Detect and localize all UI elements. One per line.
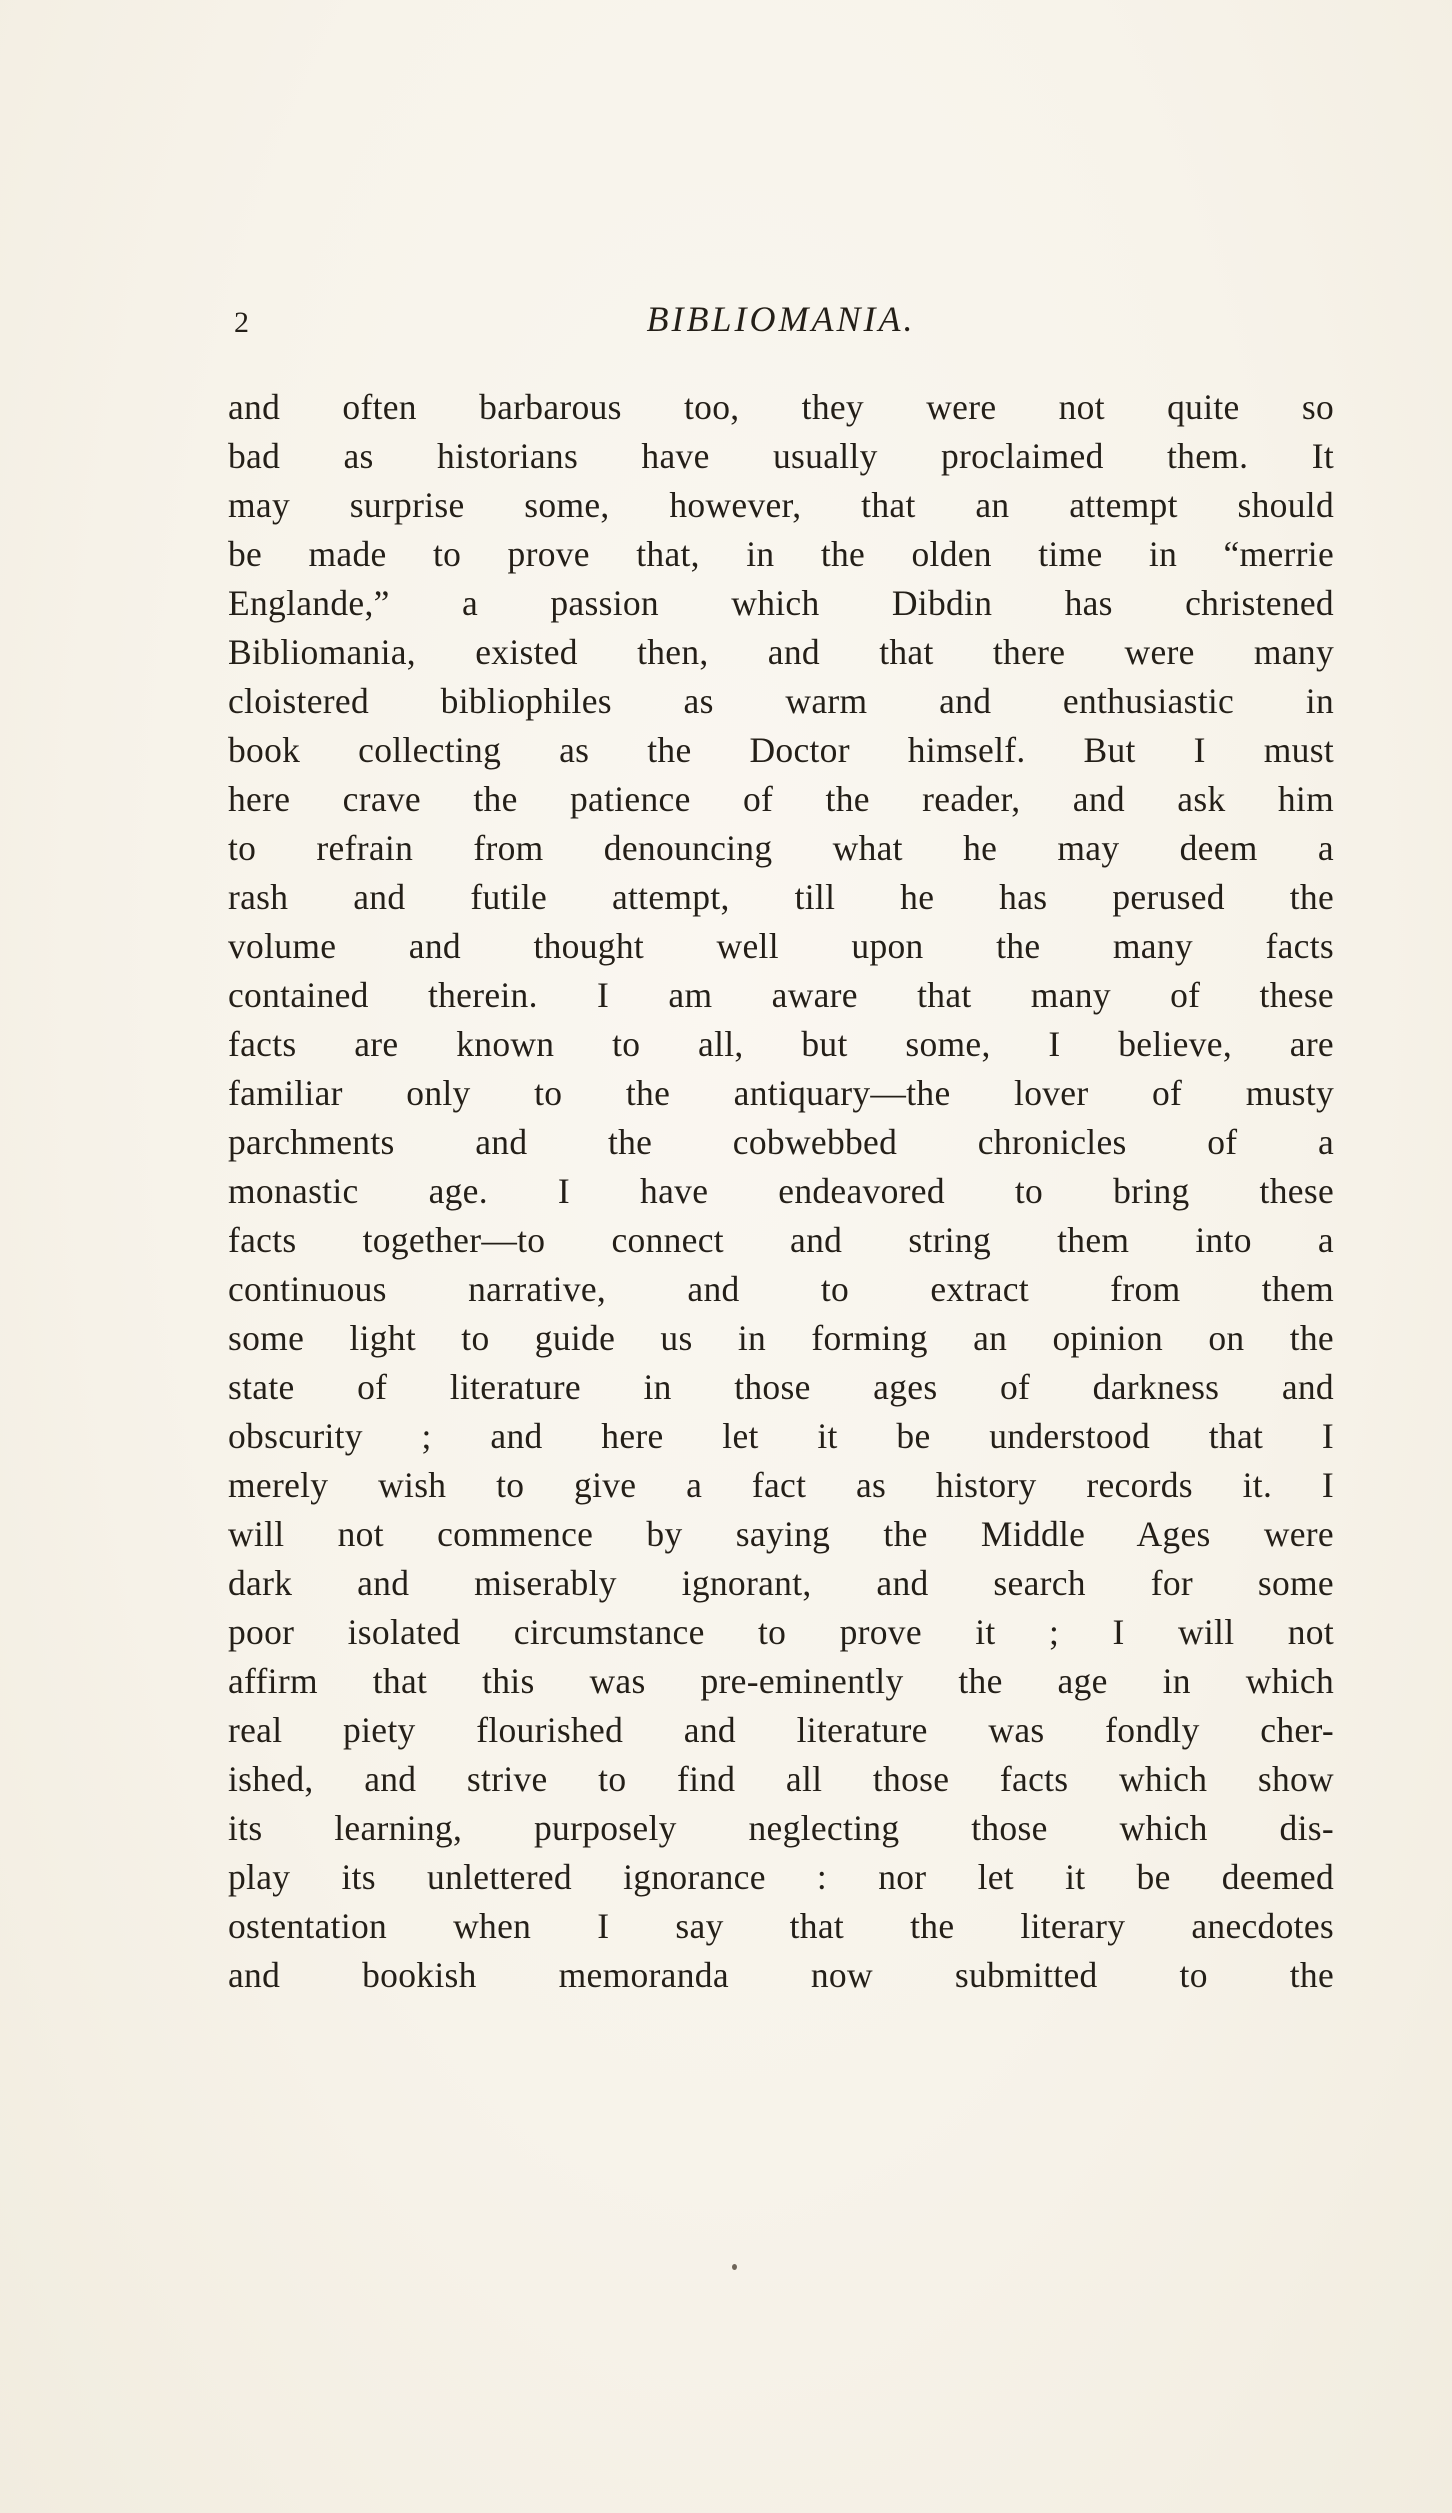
text-line: merely wish to give a fact as history records it. I — [228, 1465, 1334, 1505]
text-line: real piety flourished and literature was fondly cher- — [228, 1710, 1334, 1750]
text-line: and often barbarous too, they were not quite so — [228, 387, 1334, 427]
text-line: state of literature in those ages of darkness and — [228, 1367, 1334, 1407]
text-line: facts together—to connect and string them into a — [228, 1220, 1334, 1260]
text-line: monastic age. I have endeavored to bring these — [228, 1171, 1334, 1211]
running-title: BIBLIOMANIA. — [646, 299, 916, 339]
text-line: familiar only to the antiquary—the lover of musty — [228, 1073, 1334, 1113]
text-line: be made to prove that, in the olden time in “merrie — [228, 534, 1334, 574]
text-line: may surprise some, however, that an attempt should — [228, 485, 1334, 525]
text-line: to refrain from denouncing what he may deem a — [228, 828, 1334, 868]
text-line: its learning, purposely neglecting those which dis- — [228, 1808, 1334, 1848]
text-line: dark and miserably ignorant, and search for some — [228, 1563, 1334, 1603]
text-line: here crave the patience of the reader, and ask him — [228, 779, 1334, 819]
text-line: ostentation when I say that the literary anecdotes — [228, 1906, 1334, 1946]
text-line: Bibliomania, existed then, and that there were many — [228, 632, 1334, 672]
page-header — [228, 298, 1334, 346]
text-line: facts are known to all, but some, I believe, are — [228, 1024, 1334, 1064]
text-line: book collecting as the Doctor himself. But I must — [228, 730, 1334, 770]
body-text — [228, 383, 1334, 2000]
text-line: obscurity ; and here let it be understood that I — [228, 1416, 1334, 1456]
text-line: affirm that this was pre-eminently the age in which — [228, 1661, 1334, 1701]
scan-speck — [732, 2264, 737, 2270]
text-line: parchments and the cobwebbed chronicles of a — [228, 1122, 1334, 1162]
text-line: ished, and strive to find all those facts which show — [228, 1759, 1334, 1799]
text-line: and bookish memoranda now submitted to the — [228, 1955, 1334, 1995]
text-line: continuous narrative, and to extract from them — [228, 1269, 1334, 1309]
text-line: contained therein. I am aware that many of these — [228, 975, 1334, 1015]
text-line: cloistered bibliophiles as warm and enthusiastic in — [228, 681, 1334, 721]
text-line: rash and futile attempt, till he has perused the — [228, 877, 1334, 917]
text-line: bad as historians have usually proclaimed them. It — [228, 436, 1334, 476]
text-line: some light to guide us in forming an opinion on the — [228, 1318, 1334, 1358]
text-line: volume and thought well upon the many facts — [228, 926, 1334, 966]
text-line: Englande,” a passion which Dibdin has christened — [228, 583, 1334, 623]
text-line: will not commence by saying the Middle Ages were — [228, 1514, 1334, 1554]
page-number: 2 — [234, 306, 250, 339]
text-line: play its unlettered ignorance : nor let it be deemed — [228, 1857, 1334, 1897]
text-line: poor isolated circumstance to prove it ; I will not — [228, 1612, 1334, 1652]
